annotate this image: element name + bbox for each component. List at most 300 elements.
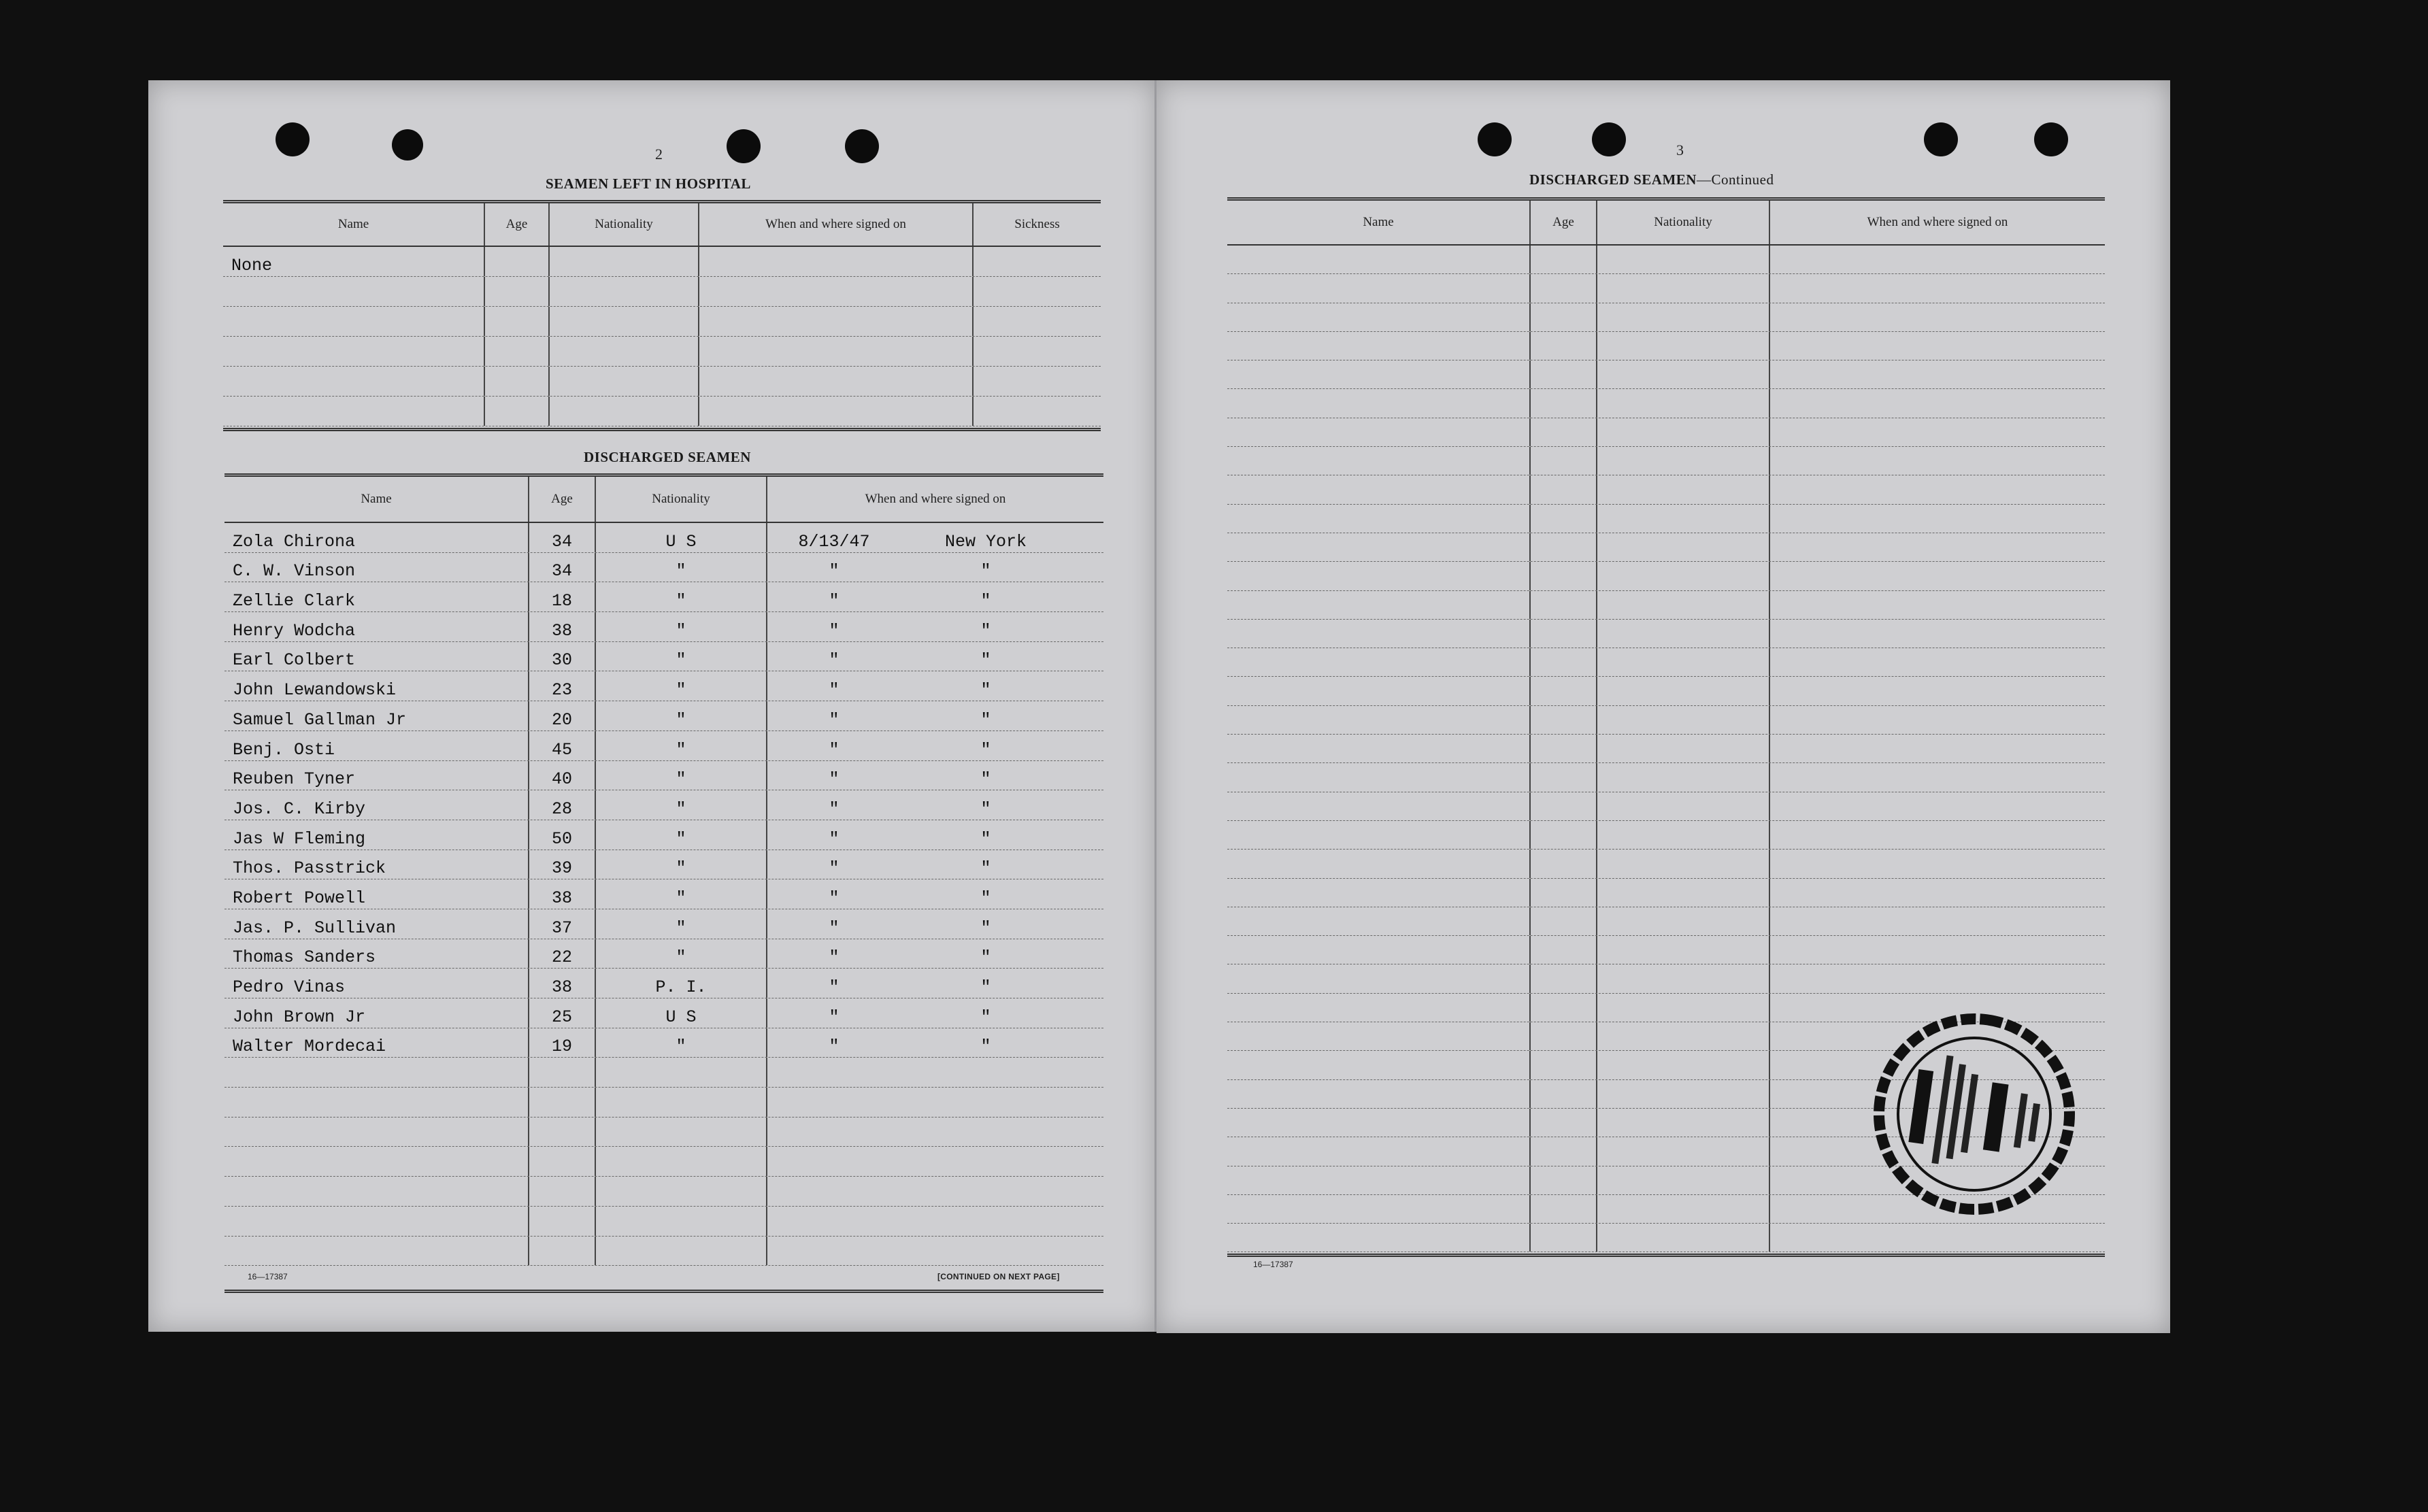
signed-on-cell [767,612,1103,641]
signed-on-cell [699,277,974,306]
table-row [1227,389,2105,418]
name-cell [1227,1022,1531,1050]
name-cell: Zola Chirona [224,523,529,552]
signed-on-cell [767,969,1103,998]
age-cell [529,1177,596,1206]
age-cell [1531,620,1597,648]
age-cell: 23 [529,671,596,701]
name-cell [1227,562,1531,590]
col-header-signed-on: When and where signed on [865,492,1006,506]
name-cell [224,1058,529,1087]
name-cell [224,1177,529,1206]
nationality-cell: " [596,612,767,641]
sickness-cell [974,307,1101,336]
signed-on-date: " [829,709,839,730]
nationality-cell [1597,1080,1770,1108]
hospital-table-header [223,203,1101,247]
nationality-cell [1597,1195,1770,1223]
name-cell [1227,907,1531,935]
name-cell [1227,246,1531,273]
nationality-cell: " [596,879,767,909]
signed-on-cell [1770,879,2105,907]
name-cell [1227,648,1531,676]
name-cell [1227,677,1531,705]
age-cell [529,1237,596,1266]
age-cell [1531,706,1597,734]
table-row [1227,246,2105,274]
table-row [223,367,1101,397]
title-suffix: —Continued [1696,171,1774,188]
nationality-cell [1597,1022,1770,1050]
nationality-cell [1597,1051,1770,1079]
col-header-name: Name [1227,201,1531,244]
nationality-cell [1597,1224,1770,1251]
signed-on-cell [767,1118,1103,1147]
table-row [1227,821,2105,850]
name-cell: Zellie Clark [224,582,529,611]
nationality-cell [1597,246,1770,273]
age-cell [1531,763,1597,791]
name-cell [1227,620,1531,648]
signed-on-cell [699,337,974,366]
age-cell: 37 [529,909,596,939]
nationality-cell: " [596,671,767,701]
nationality-cell [1597,735,1770,762]
signed-on-cell [699,397,974,426]
table-row [224,1088,1103,1118]
age-cell [1531,1195,1597,1223]
age-cell [485,277,550,306]
age-cell [1531,360,1597,388]
table-row [1227,332,2105,360]
page-number: 2 [655,146,663,163]
table-row [224,850,1103,880]
nationality-cell: " [596,820,767,850]
age-cell [1531,850,1597,877]
signed-on-date: " [829,739,839,760]
title-main: DISCHARGED SEAMEN [1529,171,1697,188]
nationality-cell [1597,303,1770,331]
age-cell [1531,475,1597,503]
name-cell [1227,1109,1531,1137]
signed-on-date: " [829,977,839,997]
age-cell [1531,332,1597,360]
continued-table-header [1227,201,2105,246]
age-cell [1531,1224,1597,1251]
age-cell [1531,994,1597,1022]
signed-on-cell [767,1237,1103,1266]
age-cell [1531,907,1597,935]
signed-on-date: " [829,1007,839,1027]
signed-on-date: " [829,888,839,908]
table-row [1227,533,2105,562]
signed-on-cell [699,247,974,276]
sickness-cell [974,277,1101,306]
name-cell [1227,533,1531,561]
age-cell [529,1088,596,1117]
nationality-cell: " [596,790,767,820]
age-cell: 20 [529,701,596,730]
nationality-cell [1597,994,1770,1022]
signed-on-cell [767,1088,1103,1117]
nationality-cell [1597,418,1770,446]
table-row [1227,763,2105,792]
nationality-cell: " [596,701,767,730]
name-cell: Jas. P. Sullivan [224,909,529,939]
sickness-cell [974,397,1101,426]
nationality-cell [550,277,699,306]
table-row [1227,677,2105,705]
table-row [1227,447,2105,475]
table-row [1227,792,2105,821]
signed-on-date: " [829,561,839,582]
age-cell [1531,533,1597,561]
nationality-cell [596,1088,767,1117]
signed-on-cell [767,523,1103,552]
signed-on-cell [767,642,1103,671]
form-number: 16—17387 [1253,1260,1293,1269]
col-header-nationality: Nationality [550,203,699,246]
name-cell: Jas W Fleming [224,820,529,850]
age-cell [1531,246,1597,273]
age-cell [1531,274,1597,302]
nationality-cell [1597,332,1770,360]
name-cell [1227,964,1531,992]
signed-on-place: " [980,709,991,730]
signed-on-place: " [980,1037,991,1057]
table-row [224,523,1103,553]
punch-hole [392,129,423,161]
age-cell: 39 [529,850,596,879]
received-stamp [1859,999,2090,1230]
age-cell [1531,821,1597,849]
nationality-cell [550,337,699,366]
nationality-cell: " [596,642,767,671]
name-cell [1227,735,1531,762]
col-header-signed-on: When and where signed on [1867,215,2008,229]
nationality-cell [1597,821,1770,849]
punch-hole [1924,122,1958,156]
name-cell [223,277,485,306]
name-cell [223,367,485,396]
name-cell [1227,1224,1531,1251]
signed-on-date: 8/13/47 [798,531,870,552]
nationality-cell: U S [596,523,767,552]
signed-on-cell [767,790,1103,820]
age-cell: 22 [529,939,596,969]
age-cell: 50 [529,820,596,850]
signed-on-cell [767,553,1103,582]
nationality-cell [1597,360,1770,388]
name-cell: Pedro Vinas [224,969,529,998]
table-row [224,1177,1103,1207]
age-cell: 18 [529,582,596,611]
left-page [148,80,1157,1332]
table-row [224,642,1103,672]
name-cell [1227,792,1531,820]
table-row [224,790,1103,820]
age-cell [1531,1051,1597,1079]
table-row [224,1207,1103,1237]
continued-note: [CONTINUED ON NEXT PAGE] [937,1272,1060,1281]
nationality-cell [1597,850,1770,877]
name-cell [1227,505,1531,533]
table-row [224,909,1103,939]
col-header-nationality: Nationality [596,477,767,522]
nationality-cell: " [596,731,767,760]
col-header-age: Age [529,477,596,522]
age-cell: 38 [529,612,596,641]
nationality-cell [1597,792,1770,820]
signed-on-date: " [829,858,839,879]
signed-on-cell [1770,936,2105,964]
signed-on-cell [1770,475,2105,503]
age-cell: 28 [529,790,596,820]
table-row [224,1058,1103,1088]
nationality-cell [1597,763,1770,791]
age-cell [485,397,550,426]
hospital-rows [223,247,1101,426]
name-cell [1227,706,1531,734]
table-row [1227,879,2105,907]
age-cell: 34 [529,553,596,582]
sickness-cell [974,367,1101,396]
name-cell: Henry Wodcha [224,612,529,641]
hospital-section-title: SEAMEN LEFT IN HOSPITAL [546,175,751,192]
table-row [1227,475,2105,504]
age-cell [1531,447,1597,475]
name-cell [1227,1080,1531,1108]
name-cell [1227,879,1531,907]
name-cell [223,397,485,426]
signed-on-date: " [829,828,839,849]
age-cell: 34 [529,523,596,552]
hospital-table [223,200,1101,431]
nationality-cell: " [596,582,767,611]
signed-on-date: " [829,650,839,671]
form-number: 16—17387 [248,1272,288,1281]
nationality-cell [1597,620,1770,648]
discharged-rows [224,523,1103,1266]
name-cell [1227,1166,1531,1194]
signed-on-cell [1770,505,2105,533]
name-cell [1227,821,1531,849]
table-row [1227,620,2105,648]
signed-on-cell [767,879,1103,909]
col-header-signed-on: When and where signed on [699,203,974,246]
age-cell [1531,648,1597,676]
signed-on-cell [767,1058,1103,1087]
signed-on-cell [1770,246,2105,273]
table-row [224,731,1103,761]
signed-on-cell [1770,447,2105,475]
signed-on-cell [767,850,1103,879]
nationality-cell [596,1118,767,1147]
signed-on-cell [767,1147,1103,1176]
signed-on-cell [1770,763,2105,791]
signed-on-cell [1770,907,2105,935]
signed-on-place: " [980,858,991,879]
nationality-cell [1597,677,1770,705]
table-row [224,761,1103,791]
nationality-cell: " [596,850,767,879]
signed-on-place: " [980,680,991,701]
name-cell: Reuben Tyner [224,761,529,790]
age-cell: 25 [529,998,596,1028]
nationality-cell [1597,562,1770,590]
nationality-cell [596,1058,767,1087]
age-cell: 38 [529,879,596,909]
nationality-cell: " [596,761,767,790]
name-cell [1227,1051,1531,1079]
nationality-cell: " [596,909,767,939]
name-cell: Earl Colbert [224,642,529,671]
name-cell [1227,591,1531,619]
signed-on-cell [767,820,1103,850]
table-row [224,969,1103,998]
signed-on-place: " [980,620,991,641]
age-cell: 19 [529,1028,596,1058]
signed-on-date: " [829,620,839,641]
table-row [224,879,1103,909]
signed-on-cell [767,939,1103,969]
name-cell [1227,274,1531,302]
name-cell [223,307,485,336]
signed-on-date: " [829,1037,839,1057]
discharged-continued-title [1529,171,1774,188]
table-row [223,307,1101,337]
nationality-cell [596,1237,767,1266]
nationality-cell [1597,505,1770,533]
name-cell: John Brown Jr [224,998,529,1028]
table-row [1227,907,2105,936]
nationality-cell [596,1207,767,1236]
signed-on-place: " [980,561,991,582]
signed-on-date: " [829,591,839,611]
signed-on-cell [767,671,1103,701]
name-cell [1227,763,1531,791]
age-cell [529,1147,596,1176]
age-cell [1531,1022,1597,1050]
signed-on-place: " [980,769,991,790]
col-header-nationality: Nationality [1597,201,1770,244]
table-row [1227,706,2105,735]
signed-on-cell [1770,821,2105,849]
name-cell [1227,418,1531,446]
age-cell [1531,677,1597,705]
signed-on-cell [767,731,1103,760]
nationality-cell [596,1147,767,1176]
signed-on-cell [1770,533,2105,561]
signed-on-cell [1770,648,2105,676]
age-cell [485,367,550,396]
nationality-cell [1597,533,1770,561]
name-cell [224,1088,529,1117]
signed-on-cell [1770,792,2105,820]
age-cell: 40 [529,761,596,790]
signed-on-place: " [980,739,991,760]
signed-on-place: " [980,888,991,908]
signed-on-place: " [980,1007,991,1027]
signed-on-cell [1770,360,2105,388]
age-cell [1531,505,1597,533]
signed-on-cell [1770,389,2105,417]
name-cell [224,1118,529,1147]
nationality-cell [1597,648,1770,676]
nationality-cell: " [596,553,767,582]
age-cell [529,1058,596,1087]
table-row [223,247,1101,277]
signed-on-place: " [980,918,991,938]
signed-on-cell [1770,677,2105,705]
signed-on-place: " [980,650,991,671]
age-cell [1531,735,1597,762]
signed-on-cell [767,1207,1103,1236]
name-cell [1227,1137,1531,1165]
nationality-cell: U S [596,998,767,1028]
age-cell [1531,879,1597,907]
table-row [1227,964,2105,993]
table-row [223,277,1101,307]
table-row [223,337,1101,367]
signed-on-date: " [829,918,839,938]
signed-on-cell [699,367,974,396]
signed-on-cell [1770,620,2105,648]
table-row [224,1147,1103,1177]
nationality-cell [1597,1166,1770,1194]
signed-on-cell [767,582,1103,611]
nationality-cell [1597,879,1770,907]
age-cell [529,1207,596,1236]
discharged-section-title: DISCHARGED SEAMEN [584,449,751,465]
signed-on-cell [1770,418,2105,446]
punch-hole [727,129,761,163]
name-cell [1227,475,1531,503]
table-row [224,582,1103,612]
name-cell: Samuel Gallman Jr [224,701,529,730]
nationality-cell: " [596,939,767,969]
nationality-cell [1597,389,1770,417]
table-row [1227,303,2105,332]
age-cell [1531,591,1597,619]
col-header-name: Name [223,203,485,246]
signed-on-place: " [980,828,991,849]
table-row [224,820,1103,850]
age-cell [1531,1109,1597,1137]
sickness-cell [974,247,1101,276]
name-cell [1227,447,1531,475]
signed-on-cell [767,998,1103,1028]
table-row [1227,505,2105,533]
signed-on-cell [1770,591,2105,619]
signed-on-cell [1770,735,2105,762]
page-number: 3 [1676,141,1684,158]
name-cell: Walter Mordecai [224,1028,529,1058]
table-row [224,612,1103,642]
signed-on-place: " [980,947,991,968]
nationality-cell [550,397,699,426]
name-cell: C. W. Vinson [224,553,529,582]
table-row [224,998,1103,1028]
nationality-cell [1597,274,1770,302]
punch-hole [1592,122,1626,156]
col-header-age: Age [485,203,550,246]
signed-on-place: " [980,799,991,819]
name-cell [1227,332,1531,360]
signed-on-cell [1770,964,2105,992]
discharged-table-header [224,477,1103,523]
signed-on-cell [1770,274,2105,302]
